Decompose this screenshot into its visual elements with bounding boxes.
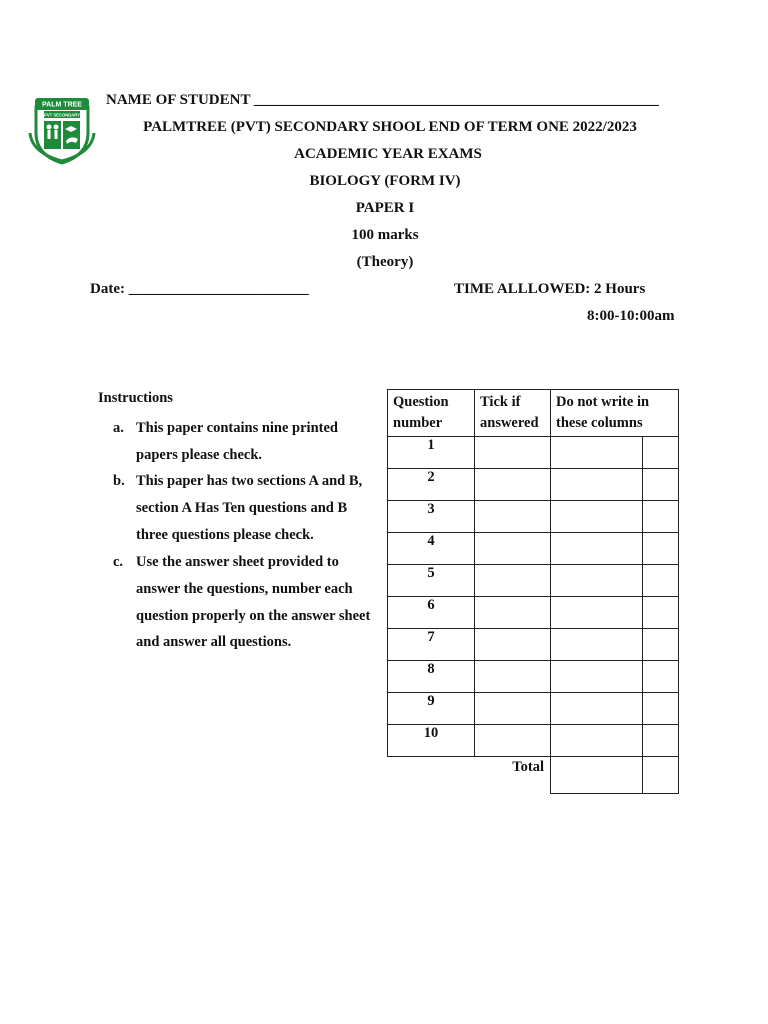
marks-cell xyxy=(551,533,643,565)
school-title: PALMTREE (PVT) SECONDARY SHOOL END OF TERM ONE 2022/2023 xyxy=(143,119,637,135)
marks-cell-small xyxy=(643,661,679,693)
instructions-title: Instructions xyxy=(98,390,173,406)
question-number: 7 xyxy=(427,629,435,645)
marks-cell xyxy=(551,661,643,693)
instruction-label: c. xyxy=(113,554,124,570)
marks-cell-small xyxy=(643,533,679,565)
marks-cell xyxy=(551,693,643,725)
time-range: 8:00-10:00am xyxy=(587,308,675,324)
marks-cell-small xyxy=(643,437,679,469)
tick-cell[interactable] xyxy=(475,565,551,597)
tick-cell[interactable] xyxy=(475,533,551,565)
table-row xyxy=(388,661,679,693)
marks-cell-small xyxy=(643,597,679,629)
header-question-number: Question number xyxy=(388,390,475,437)
table-row xyxy=(388,565,679,597)
marks-cell xyxy=(551,437,643,469)
paper-title: PAPER I xyxy=(355,200,415,216)
subject-title: BIOLOGY (FORM IV) xyxy=(309,173,461,189)
instruction-label: a. xyxy=(113,420,124,436)
instruction-item xyxy=(113,415,361,469)
question-number: 10 xyxy=(423,725,439,741)
table-row xyxy=(388,629,679,661)
question-number: 4 xyxy=(427,533,435,549)
marks-cell-small xyxy=(643,629,679,661)
question-number: 9 xyxy=(427,693,435,709)
table-row xyxy=(388,501,679,533)
instruction-text: This paper contains nine printed papers please check. xyxy=(136,420,338,463)
total-row xyxy=(388,757,679,794)
header-do-not-write: Do not write in these columns xyxy=(551,390,679,437)
table-row xyxy=(388,469,679,501)
marks-cell xyxy=(551,565,643,597)
question-number: 1 xyxy=(427,437,435,453)
question-number: 8 xyxy=(427,661,435,677)
logo-subtitle: PVT SECONDARY xyxy=(44,112,80,118)
question-number: 6 xyxy=(427,597,435,613)
tick-cell[interactable] xyxy=(475,469,551,501)
table-row xyxy=(388,725,679,757)
table-row xyxy=(388,533,679,565)
tick-cell[interactable] xyxy=(475,661,551,693)
total-label-cell xyxy=(388,757,551,794)
student-name-line: NAME OF STUDENT ______________________________________________________ xyxy=(106,92,659,108)
total-cell xyxy=(551,757,643,794)
marks-cell xyxy=(551,629,643,661)
marks-text: 100 marks xyxy=(351,227,419,243)
question-number: 3 xyxy=(427,501,435,517)
instruction-item xyxy=(113,468,376,548)
tick-cell[interactable] xyxy=(475,437,551,469)
date-line: Date: ________________________ xyxy=(90,281,309,297)
instruction-text: Use the answer sheet provided to answer the questions, number each question properly on the answer sheet and answer all questions. xyxy=(136,554,371,651)
logo-title: PALM TREE xyxy=(42,101,82,109)
total-cell-small xyxy=(643,757,679,794)
tick-cell[interactable] xyxy=(475,597,551,629)
marks-cell-small xyxy=(643,725,679,757)
time-allowed: TIME ALLLOWED: 2 Hours xyxy=(454,281,646,297)
table-row xyxy=(388,693,679,725)
question-table xyxy=(387,389,679,794)
instruction-item xyxy=(113,549,386,656)
marks-cell xyxy=(551,725,643,757)
marks-cell xyxy=(551,501,643,533)
table-header-row xyxy=(388,390,679,437)
tick-cell[interactable] xyxy=(475,501,551,533)
marks-cell xyxy=(551,469,643,501)
tick-cell[interactable] xyxy=(475,725,551,757)
question-number: 2 xyxy=(427,469,435,485)
marks-cell-small xyxy=(643,565,679,597)
marks-cell-small xyxy=(643,501,679,533)
total-label: Total xyxy=(512,759,544,775)
table-row xyxy=(388,437,679,469)
tick-cell[interactable] xyxy=(475,693,551,725)
question-number: 5 xyxy=(427,565,435,581)
exam-type: (Theory) xyxy=(356,254,414,270)
instruction-text: This paper has two sections A and B, section A Has Ten questions and B three questions please check. xyxy=(136,473,363,543)
table-row xyxy=(388,597,679,629)
exam-title: ACADEMIC YEAR EXAMS xyxy=(294,146,482,162)
instruction-label: b. xyxy=(113,473,125,489)
header-tick: Tick if answered xyxy=(475,390,551,437)
tick-cell[interactable] xyxy=(475,629,551,661)
marks-cell-small xyxy=(643,469,679,501)
marks-cell xyxy=(551,597,643,629)
marks-cell-small xyxy=(643,693,679,725)
